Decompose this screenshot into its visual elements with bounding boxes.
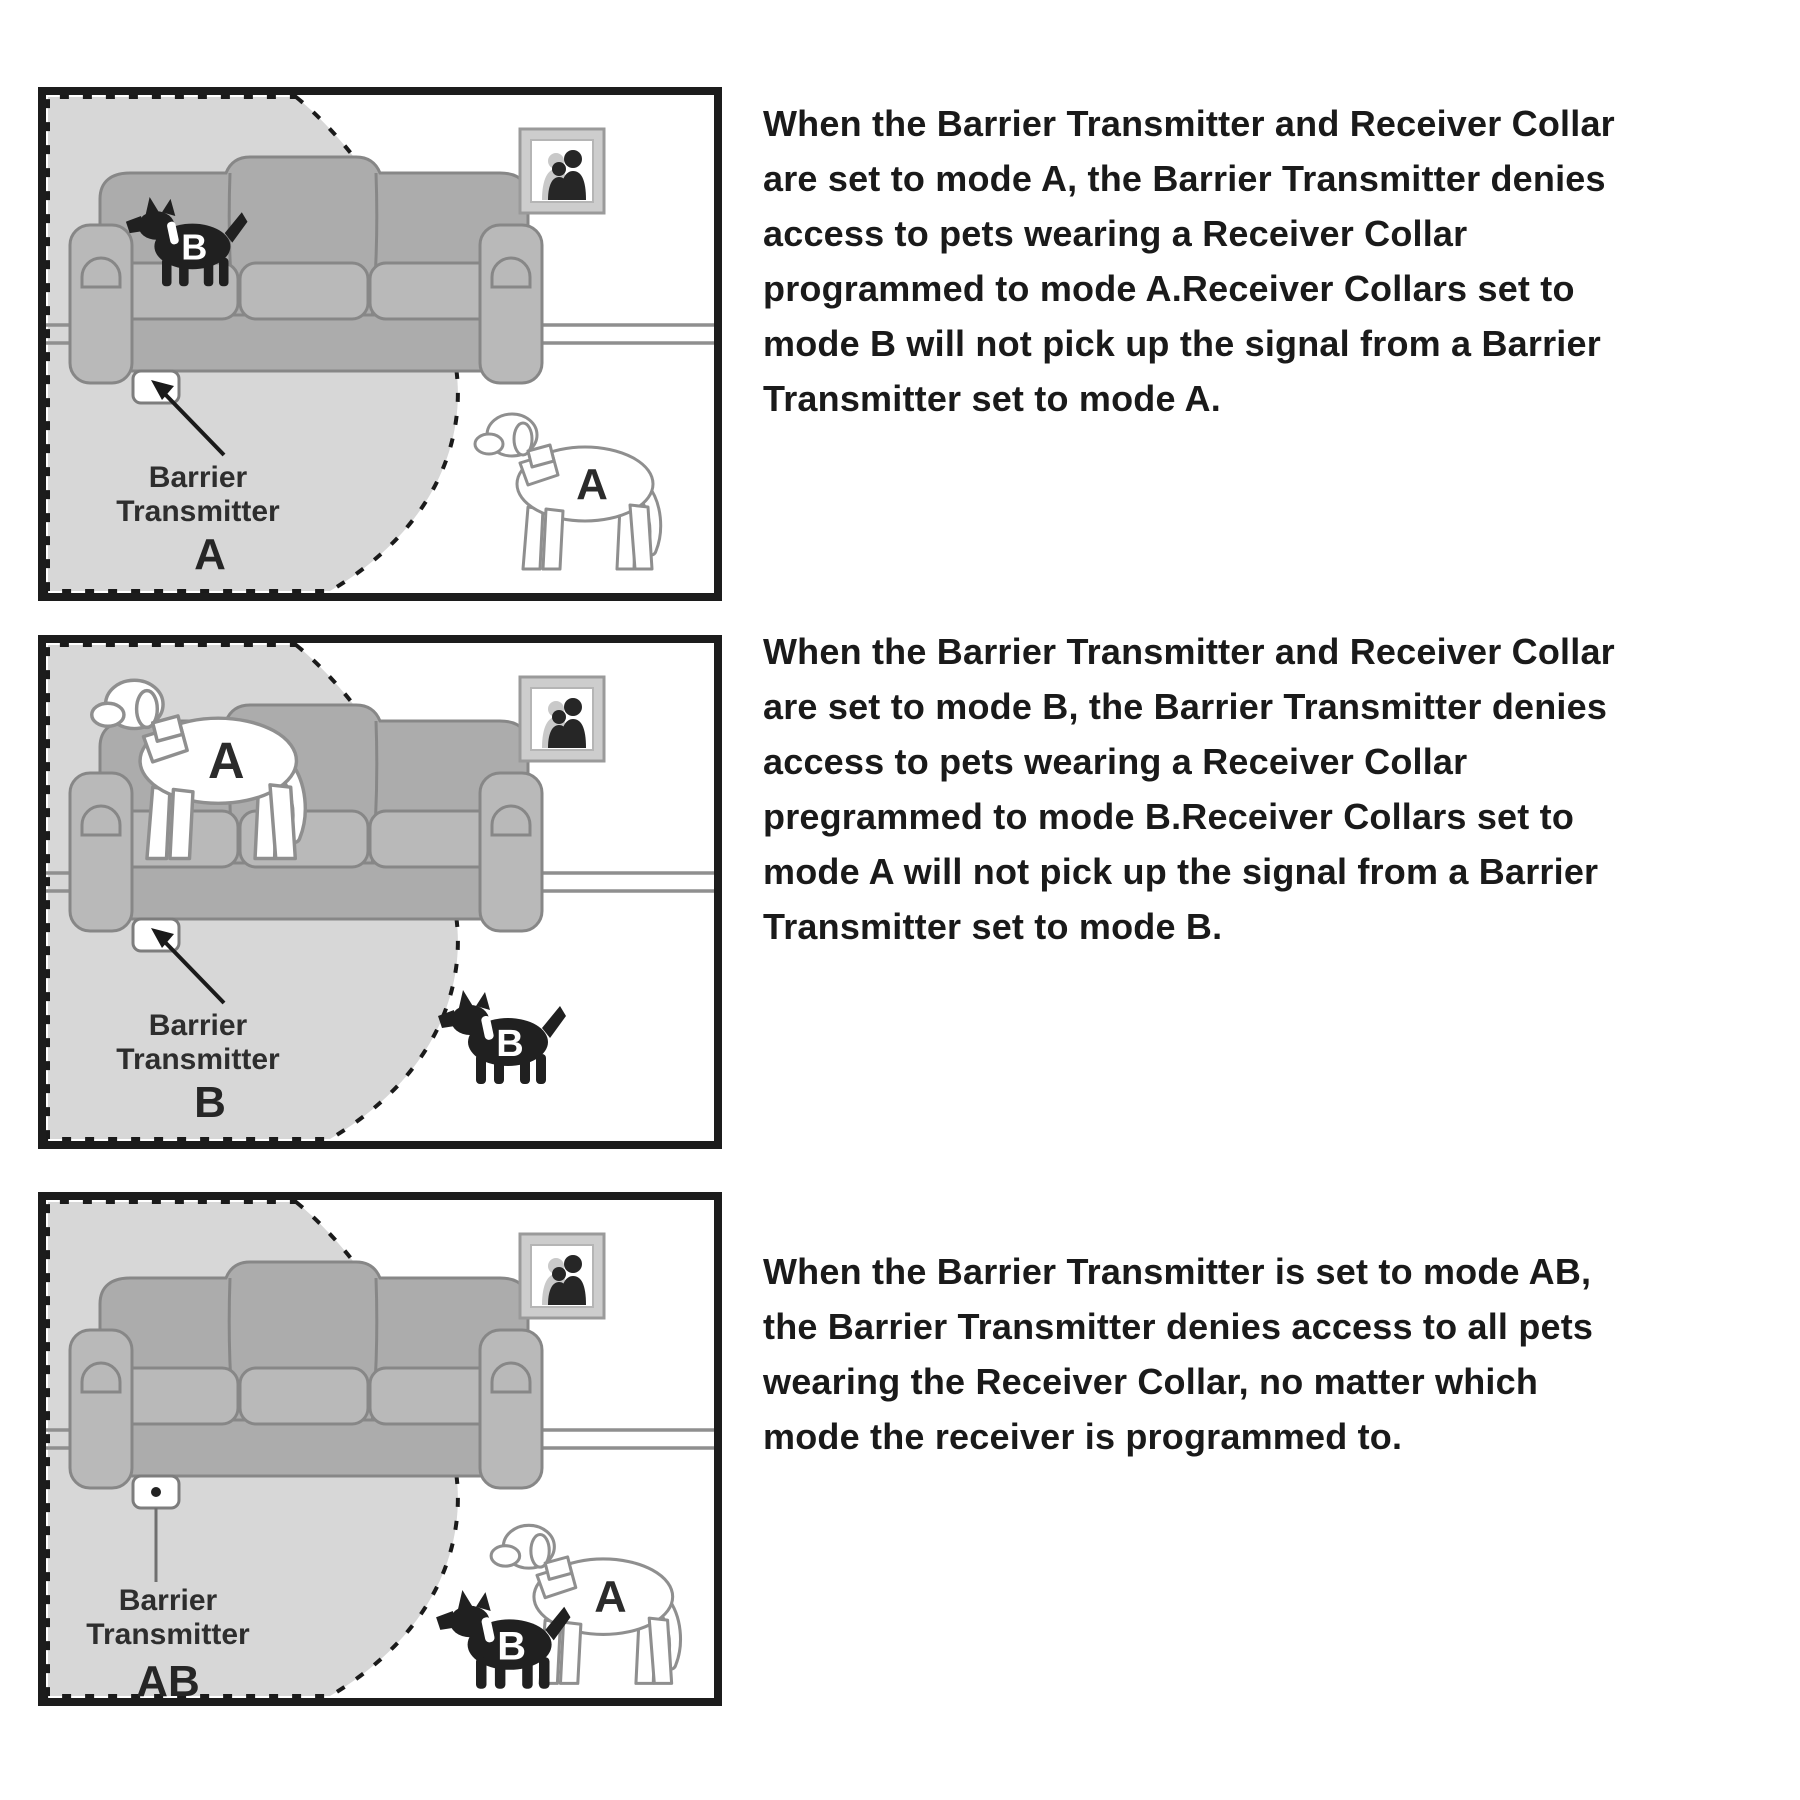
transmitter-dot: [151, 1487, 161, 1497]
description-mode-ab: [763, 1244, 1773, 1464]
dog-a-icon: [475, 414, 661, 569]
description-line: programmed to mode A.Receiver Collars set to: [763, 268, 1575, 309]
mode-letter: A: [194, 530, 226, 579]
picture-frame: [520, 1234, 604, 1318]
description-line: mode the receiver is programmed to.: [763, 1416, 1403, 1457]
svg-text:Transmitter: Transmitter: [86, 1618, 250, 1651]
description-line: access to pets wearing a Receiver Collar: [763, 741, 1468, 782]
couch: [70, 1262, 542, 1488]
dog-b-icon: [438, 990, 566, 1084]
diagram-panel-mode-ab: [38, 1192, 722, 1706]
description-line: the Barrier Transmitter denies access to all pets: [763, 1306, 1594, 1347]
couch: [70, 157, 542, 383]
description-mode-b: [763, 624, 1773, 954]
description-line: mode A will not pick up the signal from a Barrier: [763, 851, 1599, 892]
picture-frame: [520, 677, 604, 761]
description-line: Transmitter set to mode B.: [763, 906, 1223, 947]
mode-letter: AB: [136, 1657, 200, 1706]
description-line: mode B will not pick up the signal from a Barrier: [763, 323, 1601, 364]
collar-mode-letter: A: [594, 1571, 627, 1622]
description-mode-a: [763, 96, 1773, 426]
description-line: Transmitter set to mode A.: [763, 378, 1221, 419]
collar-mode-letter: B: [181, 226, 208, 268]
picture-frame: [520, 129, 604, 213]
description-line: are set to mode A, the Barrier Transmitter denies: [763, 158, 1606, 199]
mode-letter: B: [194, 1078, 226, 1127]
diagram-panel-mode-b: [38, 635, 722, 1149]
description-line: access to pets wearing a Receiver Collar: [763, 213, 1468, 254]
description-line: wearing the Receiver Collar, no matter which: [763, 1361, 1539, 1402]
svg-text:Barrier: Barrier: [148, 1009, 248, 1042]
collar-mode-letter: B: [497, 1624, 527, 1669]
svg-text:Barrier: Barrier: [118, 1584, 218, 1617]
description-line: When the Barrier Transmitter and Receiver Collar: [763, 103, 1615, 144]
svg-text:Transmitter: Transmitter: [116, 495, 280, 528]
svg-text:Barrier: Barrier: [148, 461, 248, 494]
collar-mode-letter: A: [208, 732, 245, 789]
description-line: pregrammed to mode B.Receiver Collars set to: [763, 796, 1575, 837]
description-line: When the Barrier Transmitter is set to mode AB,: [763, 1251, 1592, 1292]
svg-text:Transmitter: Transmitter: [116, 1043, 280, 1076]
description-line: When the Barrier Transmitter and Receiver Collar: [763, 631, 1615, 672]
diagram-panel-mode-a: [38, 87, 722, 601]
description-line: are set to mode B, the Barrier Transmitter denies: [763, 686, 1608, 727]
collar-mode-letter: B: [496, 1023, 524, 1065]
collar-mode-letter: A: [576, 460, 608, 509]
